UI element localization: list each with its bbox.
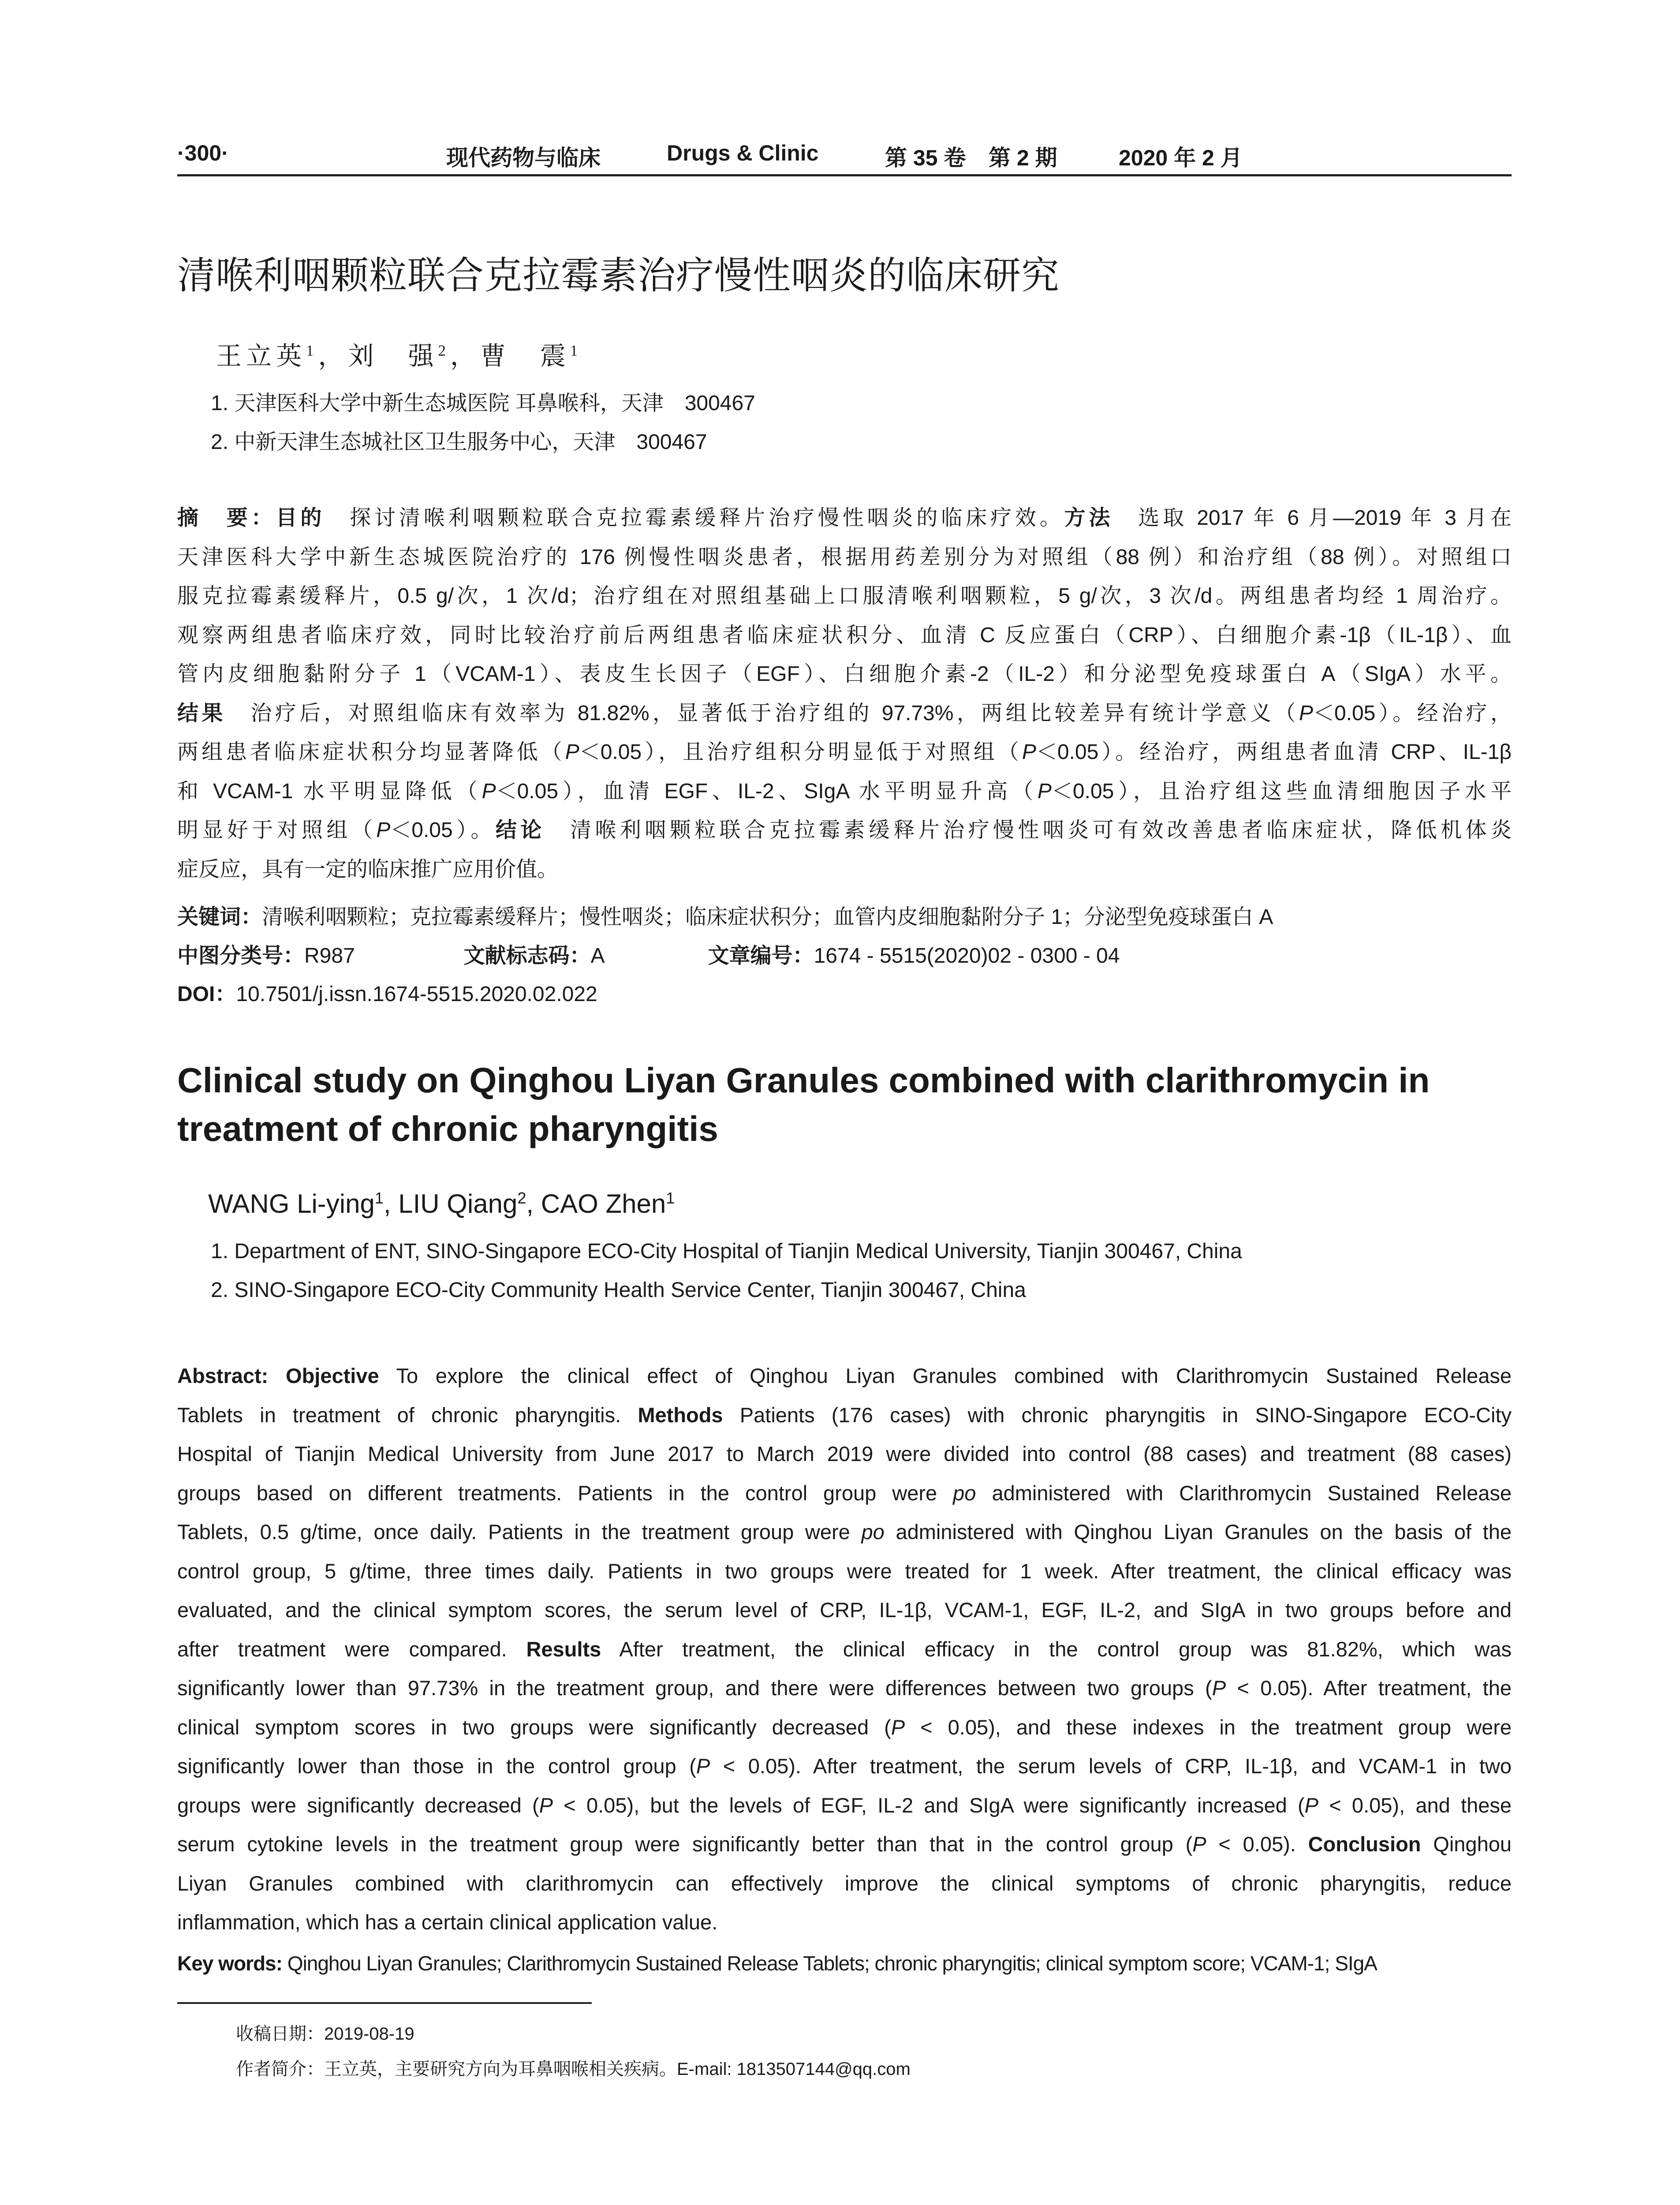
abstract-line [177,1790,1512,1821]
author-name: 刘 强 [348,342,438,370]
abstract-line [177,1360,1512,1391]
abstract-line [177,698,1512,729]
keywords-label: 关键词： [177,905,262,929]
journal-name-cn: 现代药物与临床 [446,146,601,170]
doi-label: DOI： [177,983,236,1006]
abstract-line [177,1712,1512,1743]
abstract-line [177,1829,1512,1860]
abstract-text: 症反应，具有一定的临床推广应用价值。 [177,857,559,881]
classification-line [177,938,1120,969]
abstract-text: clinical symptom scores in two groups were significantly decreased ( [177,1715,891,1739]
keywords-en [177,1951,1377,1975]
abstract-text: Patients (176 cases) with chronic pharyngitis in SINO-Singapore ECO-City [723,1403,1512,1427]
abstract-text: P [376,818,391,842]
abstract-text: inflammation, which has a certain clinical application value. [177,1910,718,1934]
abstract-text: < 0.05). [1206,1832,1308,1856]
abstract-line [177,581,1512,612]
author-separator: , [526,1189,541,1218]
abstract-text: To explore the clinical effect of Qinghou Liyan Granules combined with Clarithromycin Sustained Release [379,1364,1512,1387]
abstract-text: P [1304,1793,1318,1817]
abstract-text: ＜0.05），且治疗组积分明显低于对照组（ [579,740,1022,764]
author-name: 曹 震 [480,342,570,370]
abstract-text: significantly lower than those in the control group ( [177,1754,696,1778]
abstract-section-label: Results [526,1637,601,1661]
article-number-label: 文章编号： [708,944,814,968]
abstract-text: P [1022,740,1036,764]
abstract-text: Tablets, 0.5 g/time, once daily. Patients in the treatment group were [177,1520,862,1544]
doi-link[interactable]: 10.7501/j.issn.1674-5515.2020.02.022 [236,983,597,1006]
abstract-text: P [1037,779,1052,803]
abstract-text: groups were significantly decreased ( [177,1793,539,1817]
abstract-text: P [565,740,579,764]
running-header [177,140,1512,171]
author-affiliation-mark: 1 [666,1189,675,1207]
author-affiliation-mark: 2 [517,1189,526,1207]
abstract-text: 观察两组患者临床疗效，同时比较治疗前后两组患者临床症状积分、血清 C 反应蛋白（CRP）、白细胞介素-1β（IL-1β）、血 [177,623,1512,647]
abstract-text: serum cytokine levels in the treatment group were significantly better than that in the control group ( [177,1832,1193,1856]
footnote-rule [177,2002,592,2004]
abstract-line [177,659,1512,690]
abstract-text: evaluated, and the clinical symptom scores, the serum level of CRP, IL-1β, VCAM-1, EGF, IL-2, and SIgA in two groups before and [177,1598,1512,1622]
abstract-text: 天津医科大学中新生态城医院治疗的 176 例慢性咽炎患者，根据用药差别分为对照组（88 例）和治疗组（88 例）。对照组口 [177,545,1512,569]
abstract-section-label: Abstract: Objective [177,1364,379,1387]
affiliation-en-2: 2. SINO-Singapore ECO-City Community Health Service Center, Tianjin 300467, China [211,1278,1026,1302]
abstract-text: < 0.05), and these indexes in the treatment group were [905,1715,1512,1739]
volume: 第 35 卷 [885,146,966,170]
abstract-line [177,1907,1512,1938]
abstract-text: P [1299,701,1313,725]
abstract-text: P [482,779,496,803]
footnote-received-date: 收稿日期：2019-08-19 [236,2024,414,2044]
issue: 第 2 期 [989,146,1057,170]
abstract-line [177,503,1512,534]
abstract-text: 管内皮细胞黏附分子 1（VCAM-1）、表皮生长因子（EGF）、白细胞介素-2（IL-2）和分泌型免疫球蛋白 A（SIgA）水平。 [177,662,1512,686]
abstract-line [177,1478,1512,1509]
abstract-text: After treatment, the clinical efficacy in the control group was 81.82%, which was [601,1637,1512,1661]
abstract-text: 服克拉霉素缓释片，0.5 g/次，1 次/d；治疗组在对照组基础上口服清喉利咽颗粒，5 g/次，3 次/d。两组患者均经 1 周治疗。 [177,584,1512,608]
author-separator: , [383,1189,399,1218]
abstract-line [177,815,1512,846]
abstract-text: Hospital of Tianjin Medical University from June 2017 to March 2019 were divided into control (88 cases) and treatment (88 cases) [177,1442,1512,1465]
abstract-text: significantly lower than 97.73% in the treatment group, and there were differences between two groups ( [177,1676,1212,1700]
clc-value: R987 [304,944,355,968]
abstract-text: po [953,1481,976,1505]
author-affiliation-mark: 1 [570,342,582,359]
title-en-line: treatment of chronic pharyngitis [177,1109,718,1148]
abstract-line [177,620,1512,651]
affiliation-cn-1: 1. 天津医科大学中新生态城医院 耳鼻喉科，天津 300467 [211,392,755,415]
abstract-line [177,1634,1512,1665]
affiliation-cn-2: 2. 中新天津生态城社区卫生服务中心，天津 300467 [211,430,707,454]
abstract-line [177,854,1512,885]
abstract-section-label: Methods [638,1403,723,1427]
keywords-text: Qinghou Liyan Granules; Clarithromycin Sustained Release Tablets; chronic pharyngitis; clinical symptom score; VCAM-1; SIgA [282,1952,1377,1975]
author-separator: ， [450,342,480,370]
abstract-text: po [861,1520,885,1544]
abstract-text: < 0.05), but the levels of EGF, IL-2 and SIgA were significantly increased ( [553,1793,1305,1817]
authors-en [208,1188,675,1219]
keywords-cn [177,900,1273,930]
abstract-text: administered with Qinghou Liyan Granules on the basis of the [884,1520,1512,1544]
abstract-section-label: 方法 [1064,506,1114,530]
abstract-line [177,737,1512,768]
abstract-text: 和 VCAM-1 水平明显降低（ [177,779,482,803]
keywords-text: 清喉利咽颗粒；克拉霉素缓释片；慢性咽炎；临床症状积分；血管内皮细胞黏附分子 1；分泌型免疫球蛋白 A [262,905,1273,929]
abstract-text: ＜0.05）。经治疗， [1313,701,1512,725]
author-name: WANG Li-ying [208,1189,375,1218]
doc-code-value: A [590,944,604,968]
journal-name-en: Drugs & Clinic [667,141,819,165]
abstract-text: 清喉利咽颗粒联合克拉霉素缓释片治疗慢性咽炎可有效改善患者临床症状，降低机体炎 [545,818,1512,842]
abstract-text: 两组患者临床症状积分均显著降低（ [177,740,565,764]
author-affiliation-mark: 2 [438,342,450,359]
abstract-text: control group, 5 g/time, three times daily. Patients in two groups were treated for 1 week. After treatment, the clinical efficacy was [177,1559,1512,1583]
abstract-section-label: Conclusion [1308,1832,1421,1856]
abstract-line [177,776,1512,807]
abstract-text: 治疗后，对照组临床有效率为 81.82%，显著低于治疗组的 97.73%，两组比较差异有统计学意义（ [226,701,1299,725]
abstract-text: administered with Clarithromycin Sustained Release [976,1481,1512,1505]
abstract-text: P [891,1715,905,1739]
author-affiliation-mark: 1 [374,1189,384,1207]
abstract-line [177,1439,1512,1469]
abstract-text: ＜0.05）。经治疗，两组患者血清 CRP、IL-1β [1036,740,1512,764]
abstract-text: 明显好于对照组（ [177,818,377,842]
abstract-line [177,1751,1512,1782]
author-name: 王立英 [216,342,306,370]
abstract-text: Qinghou [1421,1832,1512,1856]
abstract-line [177,1868,1512,1899]
doi-line [177,977,597,1007]
abstract-line [177,542,1512,573]
affiliation-en-1: 1. Department of ENT, SINO-Singapore ECO-City Hospital of Tianjin Medical University, Tianjin 300467, China [211,1240,1242,1263]
abstract-text: Tablets in treatment of chronic pharyngitis. [177,1403,638,1427]
abstract-text: after treatment were compared. [177,1637,526,1661]
header-rule [177,174,1512,176]
author-separator: ， [318,342,348,370]
keywords-label: Key words: [177,1952,282,1975]
title-en-line: Clinical study on Qinghou Liyan Granules combined with clarithromycin in [177,1061,1430,1100]
abstract-text: < 0.05). After treatment, the serum levels of CRP, IL-1β, and VCAM-1 in two [710,1754,1512,1778]
page-number: ·300· [177,141,229,165]
author-name: LIU Qiang [398,1189,518,1218]
title-en [177,1056,1513,1153]
author-name: CAO Zhen [541,1189,666,1218]
abstract-line [177,1400,1512,1431]
abstract-line [177,1673,1512,1704]
abstract-text: P [1192,1832,1206,1856]
abstract-section-label: 结论 [495,818,545,842]
abstract-line [177,1556,1512,1587]
abstract-line [177,1517,1512,1547]
abstract-text: Liyan Granules combined with clarithromycin can effectively improve the clinical symptoms of chronic pharyngitis, reduce [177,1871,1512,1895]
doc-code-label: 文献标志码： [463,944,591,968]
abstract-text: P [539,1793,553,1817]
clc-label: 中图分类号： [177,944,305,968]
abstract-text: 选取 2017 年 6 月—2019 年 3 月在 [1113,506,1512,530]
abstract-text: P [1212,1676,1226,1700]
abstract-text: < 0.05), and these [1318,1793,1512,1817]
abstract-text: 探讨清喉利咽颗粒联合克拉霉素缓释片治疗慢性咽炎的临床疗效。 [325,506,1064,530]
abstract-text: ＜0.05）。 [390,818,496,842]
abstract-text: P [696,1754,710,1778]
abstract-text: ＜0.05），且治疗组这些血清细胞因子水平 [1051,779,1512,803]
abstract-section-label: 结果 [177,701,226,725]
publication-date: 2020 年 2 月 [1119,146,1243,170]
abstract-text: ＜0.05），血清 EGF、IL-2、SIgA 水平明显升高（ [496,779,1038,803]
abstract-text: groups based on different treatments. Patients in the control group were [177,1481,953,1505]
abstract-section-label: 摘 要：目的 [177,506,325,530]
abstract-line [177,1595,1512,1626]
title-cn: 清喉利咽颗粒联合克拉霉素治疗慢性咽炎的临床研究 [177,254,1060,297]
author-affiliation-mark: 1 [306,342,318,359]
authors-cn [216,335,582,372]
article-number-value: 1674 - 5515(2020)02 - 0300 - 04 [814,944,1120,968]
footnote-author-bio: 作者简介：王立英，主要研究方向为耳鼻咽喉相关疾病。E-mail: 1813507144@qq.com [236,2059,911,2079]
abstract-text: < 0.05). After treatment, the [1226,1676,1512,1700]
